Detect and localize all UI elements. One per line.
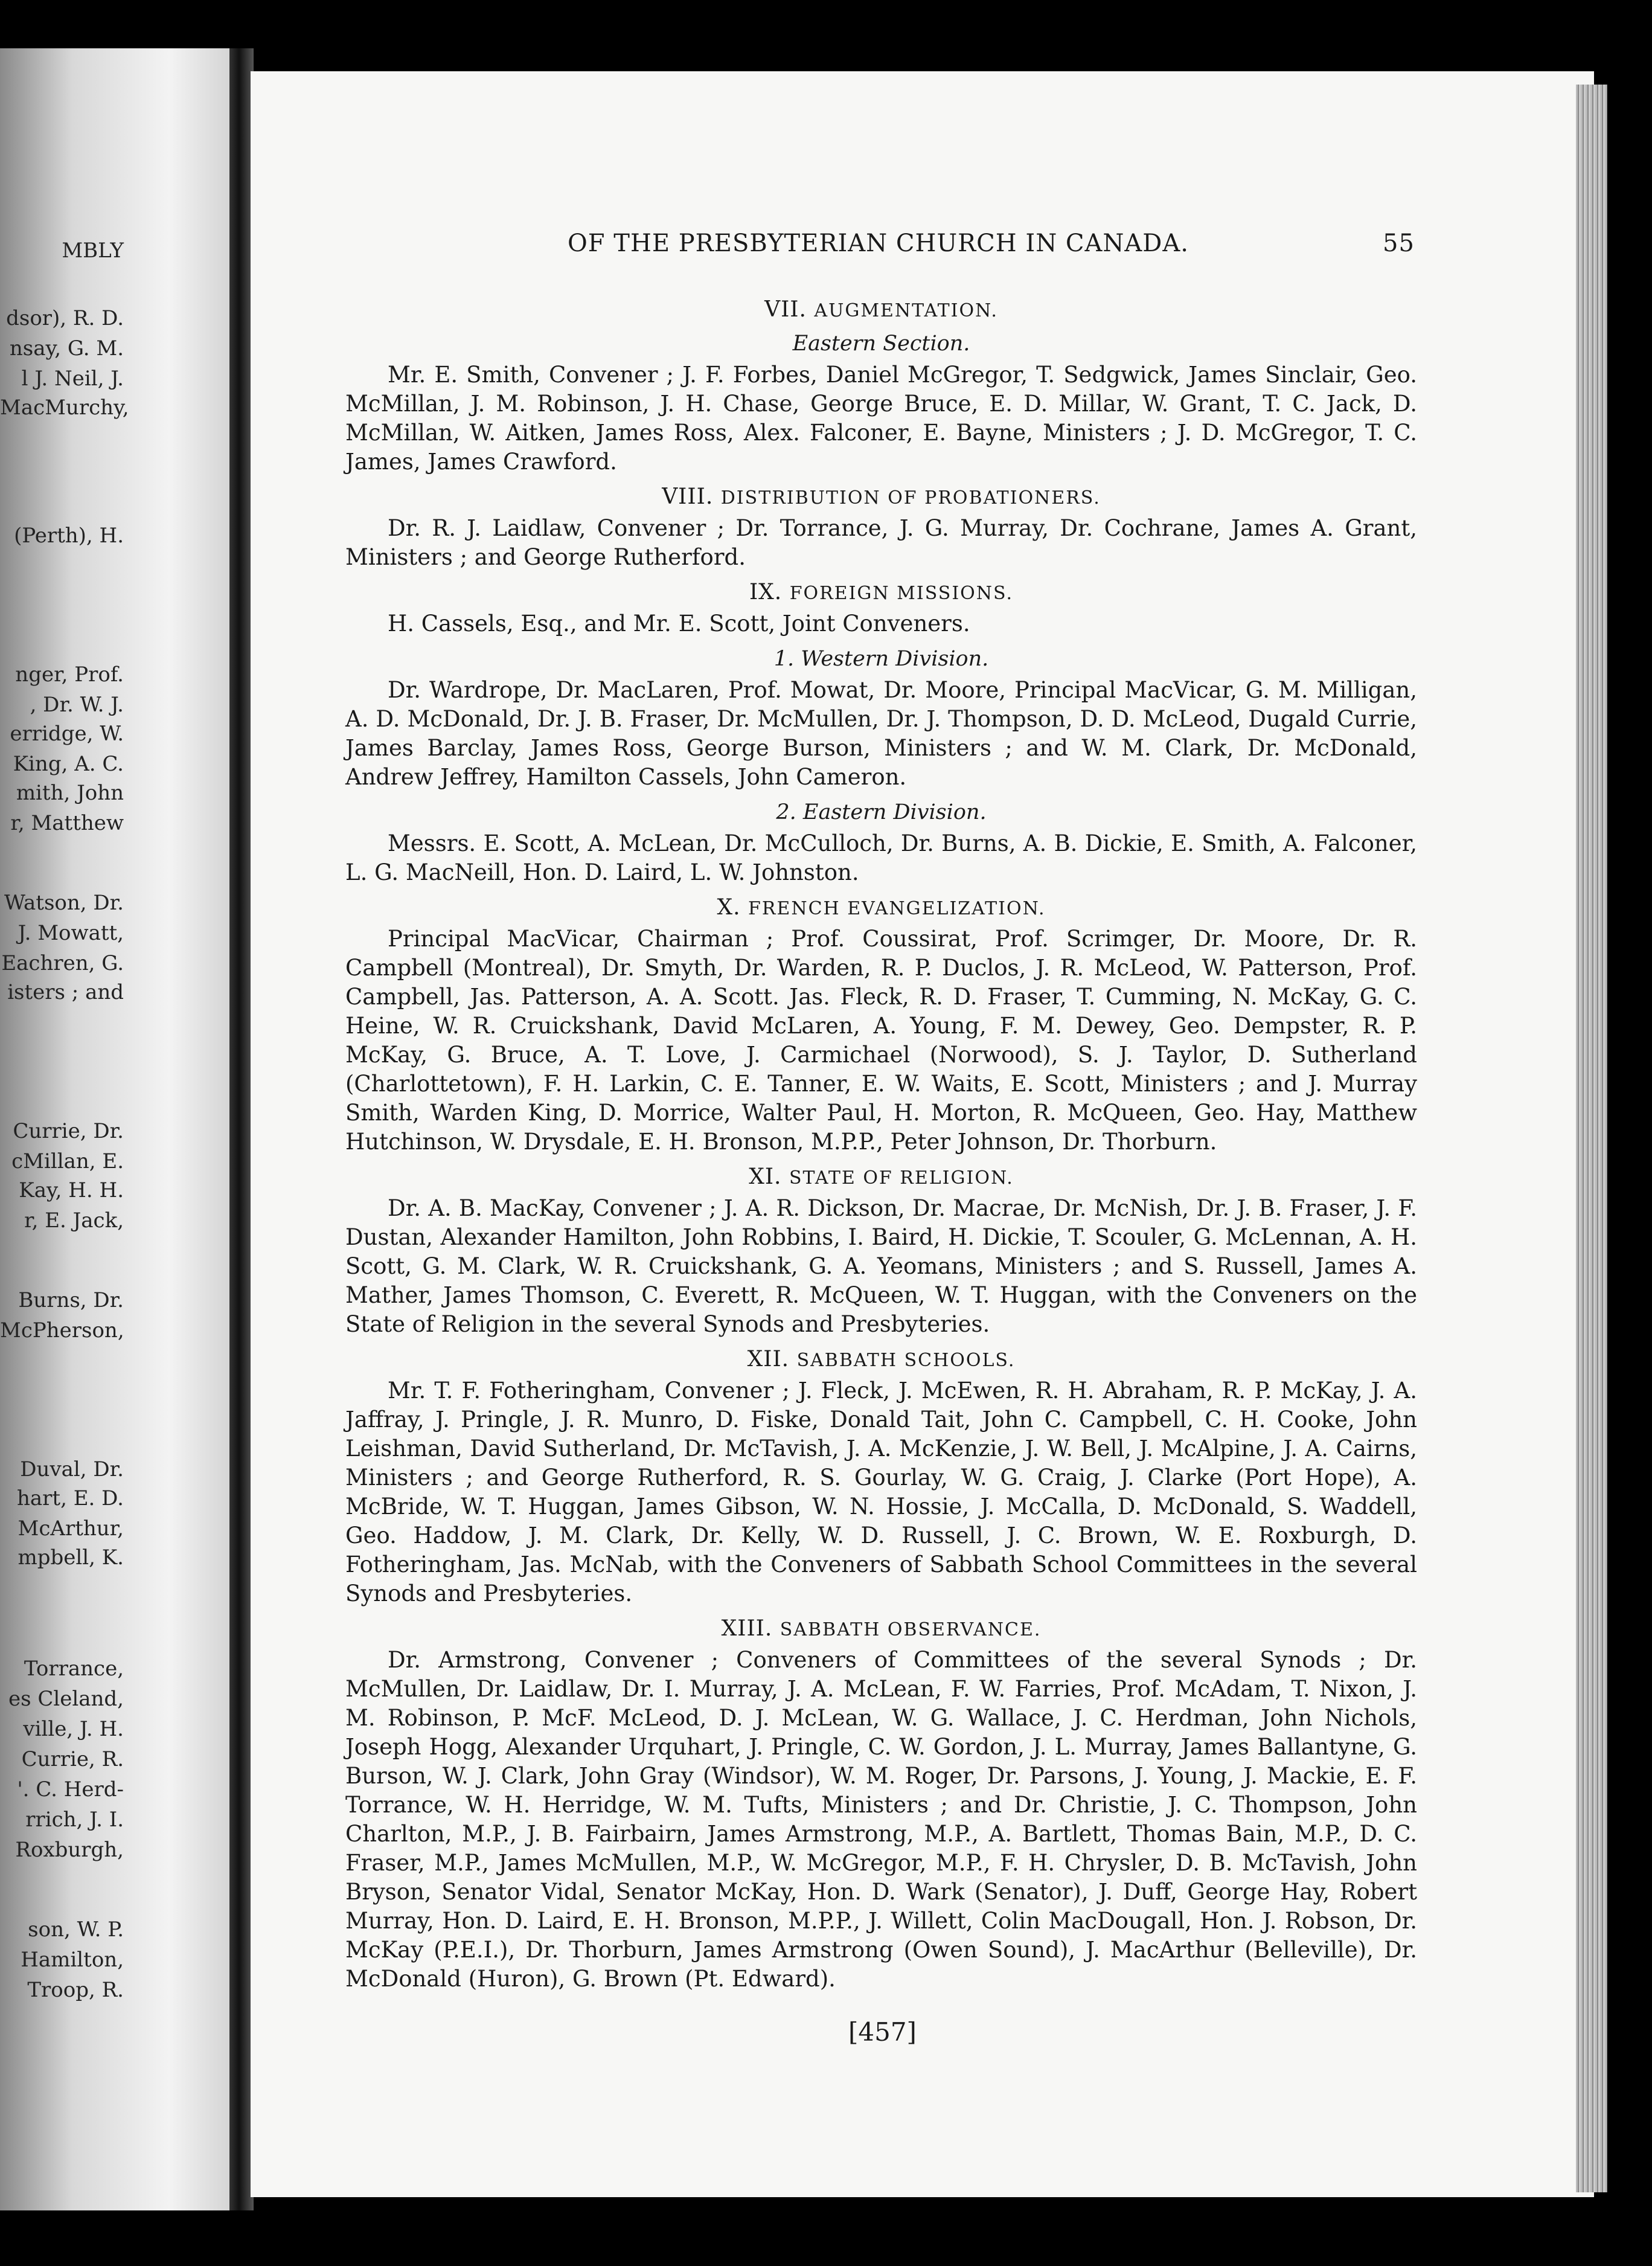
left-fragment: nsay, G. M. bbox=[9, 336, 124, 361]
left-fragment: ville, J. H. bbox=[23, 1717, 124, 1741]
left-fragment: , Dr. W. J. bbox=[30, 693, 124, 717]
left-fragment: MBLY bbox=[62, 239, 124, 263]
left-fragment: dsor), R. D. bbox=[6, 306, 124, 330]
left-fragment: MacMurchy, bbox=[0, 396, 129, 420]
section-heading bbox=[345, 893, 1417, 923]
section-number: IX. bbox=[749, 580, 790, 605]
section-heading bbox=[345, 483, 1417, 513]
section-heading bbox=[345, 1163, 1417, 1193]
left-fragment: Currie, Dr. bbox=[13, 1119, 124, 1143]
member-list: Mr. E. Smith, Convener ; J. F. Forbes, Daniel McGregor, T. Sedgwick, James Sinclair, Geo. McMillan, J. M. Robinson, J. H. Chase, George Bruce, E. D. Millar, W. Grant, T. C. Jack, D. McMillan, W. Aitken, James Ross, Alex. Falconer, E. Bayne, Ministers ; J. D. McGregor, T. C. James, James Crawford. bbox=[345, 362, 1417, 475]
section-title: STATE OF RELIGION. bbox=[789, 1167, 1014, 1189]
page-edges bbox=[1576, 85, 1607, 2192]
member-list: Principal MacVicar, Chairman ; Prof. Coussirat, Prof. Scrimger, Dr. Moore, Dr. R. Campbell (Montreal), Dr. Smyth, Dr. Warden, R. P. Duclos, J. R. McLeod, W. Patterson, Prof. Campbell, Jas. Patterson, A. A. Scott. Jas. Fleck, R. D. Fraser, T. Cumming, N. McKay, G. C. Heine, W. R. Cruickshank, David McLaren, A. Young, F. M. Dewey, Geo. Dempster, R. P. McKay, G. Bruce, A. T. Love, J. Carmichael (Norwood), S. J. Taylor, D. Sutherland (Charlottetown), F. H. Larkin, C. E. Tanner, E. W. Waits, E. Scott, Ministers ; and J. Murray Smith, Warden King, D. Morrice, Walter Paul, H. Morton, R. McQueen, Geo. Hay, Matthew Hutchinson, W. Drysdale, E. H. Bronson, M.P.P., Peter Johnson, Dr. Thorburn. bbox=[345, 926, 1417, 1155]
left-fragment: r, Matthew bbox=[10, 811, 124, 835]
section-heading bbox=[345, 295, 1417, 326]
section-number: XII. bbox=[747, 1347, 797, 1372]
left-fragment: erridge, W. bbox=[10, 722, 124, 746]
section-title: FRENCH EVANGELIZATION. bbox=[748, 898, 1046, 919]
section-title: FOREIGN MISSIONS. bbox=[789, 583, 1014, 604]
section-number: XIII. bbox=[721, 1616, 780, 1641]
member-list: Dr. R. J. Laidlaw, Convener ; Dr. Torrance, J. G. Murray, Dr. Cochrane, James A. Grant, Ministers ; and George Rutherford. bbox=[345, 515, 1417, 570]
left-fragment: Torrance, bbox=[24, 1657, 124, 1681]
left-fragment: mith, John bbox=[16, 781, 124, 805]
left-fragment: hart, E. D. bbox=[17, 1486, 124, 1510]
member-list: Dr. Wardrope, Dr. MacLaren, Prof. Mowat, Dr. Moore, Principal MacVicar, G. M. Milligan, A. D. McDonald, Dr. J. B. Fraser, Dr. McMullen, Dr. J. Thompson, D. D. McLeod, Dugald Currie, James Barclay, James Ross, George Burson, Ministers ; and W. M. Clark, Dr. McDonald, Andrew Jeffrey, Hamilton Cassels, John Cameron. bbox=[345, 677, 1417, 790]
left-fragment: (Perth), H. bbox=[14, 524, 124, 548]
left-fragment: King, A. C. bbox=[13, 752, 124, 776]
left-fragment: son, W. P. bbox=[28, 1918, 124, 1942]
left-fragment: '. C. Herd- bbox=[17, 1777, 124, 1802]
left-fragment: isters ; and bbox=[7, 980, 124, 1004]
committee-list bbox=[345, 293, 1417, 2000]
section-number: VII. bbox=[764, 297, 815, 322]
member-list: H. Cassels, Esq., and Mr. E. Scott, Joint Conveners. bbox=[388, 611, 970, 637]
left-fragment: McPherson, bbox=[0, 1318, 124, 1343]
left-fragment: es Cleland, bbox=[8, 1687, 124, 1711]
section-number: VIII. bbox=[662, 484, 721, 509]
running-title: OF THE PRESBYTERIAN CHURCH IN CANADA. bbox=[568, 229, 1189, 257]
left-fragment: cMillan, E. bbox=[11, 1149, 124, 1173]
subsection-heading: 1. Western Division. bbox=[773, 647, 989, 671]
folio-number: [457] bbox=[848, 2017, 917, 2047]
left-fragment: Hamilton, bbox=[21, 1948, 124, 1972]
left-fragment: Currie, R. bbox=[21, 1747, 124, 1771]
left-fragment: Burns, Dr. bbox=[18, 1288, 124, 1312]
page-number: 55 bbox=[1383, 229, 1415, 257]
section-heading bbox=[345, 1345, 1417, 1375]
member-list: Messrs. E. Scott, A. McLean, Dr. McCulloch, Dr. Burns, A. B. Dickie, E. Smith, A. Falconer, L. G. MacNeill, Hon. D. Laird, L. W. Johnston. bbox=[345, 830, 1417, 885]
left-fragment: Troop, R. bbox=[27, 1978, 124, 2002]
subsection-heading: 2. Eastern Division. bbox=[776, 800, 987, 824]
section-number: XI. bbox=[749, 1164, 789, 1189]
section-heading bbox=[345, 1614, 1417, 1645]
book-gutter bbox=[229, 48, 254, 2210]
subsection-heading: Eastern Section. bbox=[792, 332, 970, 356]
member-list: Dr. Armstrong, Convener ; Conveners of Committees of the several Synods ; Dr. McMullen, Dr. Laidlaw, Dr. I. Murray, J. A. McLean, F. W. Farries, Prof. McAdam, T. Nixon, J. M. Robinson, P. McF. McLeod, D. J. McLean, W. G. Wallace, J. C. Herdman, John Nichols, Joseph Hogg, Alexander Urquhart, J. Pringle, C. W. Gordon, J. L. Murray, James Ballantyne, G. Burson, W. J. Clark, John Gray (Windsor), W. M. Roger, Dr. Parsons, J. Young, J. Mackie, E. F. Torrance, W. H. Herridge, W. M. Tufts, Ministers ; and Dr. Christie, J. C. Thompson, John Charlton, M.P., J. B. Fairbairn, James Armstrong, M.P., A. Bartlett, Thomas Bain, M.P., D. C. Fraser, M.P., James McMullen, M.P., W. McGregor, M.P., F. H. Chrysler, D. B. McTavish, John Bryson, Senator Vidal, Senator McKay, Hon. D. Wark (Senator), J. Duff, George Hay, Robert Murray, Hon. D. Laird, E. H. Bronson, M.P.P., J. Willett, Colin MacDougall, Hon. J. Robson, Dr. McKay (P.E.I.), Dr. Thorburn, James Armstrong (Owen Sound), J. MacArthur (Belleville), Dr. McDonald (Huron), G. Brown (Pt. Edward). bbox=[345, 1647, 1417, 1992]
section-number: X. bbox=[717, 895, 749, 920]
left-fragment: nger, Prof. bbox=[15, 663, 124, 687]
left-fragment: mpbell, K. bbox=[18, 1545, 124, 1570]
member-list: Mr. T. F. Fotheringham, Convener ; J. Fleck, J. McEwen, R. H. Abraham, R. P. McKay, J. A. Jaffray, J. Pringle, J. R. Munro, D. Fiske, Donald Tait, John C. Campbell, C. H. Cooke, John Leishman, David Sutherland, Dr. McTavish, J. A. McKenzie, J. W. Bell, J. McAlpine, J. A. Cairns, Ministers ; and George Rutherford, R. S. Gourlay, W. G. Craig, J. Clarke (Port Hope), A. McBride, W. T. Huggan, James Gibson, W. N. Hossie, J. McCalla, D. McDonald, S. Waddell, Geo. Haddow, J. M. Clark, Dr. Kelly, W. D. Russell, J. C. Brown, W. E. Roxburgh, D. Fotheringham, Jas. McNab, with the Conveners of Sabbath School Committees in the several Synods and Presbyteries. bbox=[345, 1378, 1417, 1606]
member-list: Dr. A. B. MacKay, Convener ; J. A. R. Dickson, Dr. Macrae, Dr. McNish, Dr. J. B. Fraser, J. F. Dustan, Alexander Hamilton, John Robbins, I. Baird, H. Dickie, T. Scouler, G. McLennan, A. H. Scott, G. M. Clark, W. R. Cruickshank, G. A. Yeomans, Ministers ; and S. Russell, James A. Mather, James Thomson, C. Everett, R. McQueen, W. T. Huggan, with the Conveners on the State of Religion in the several Synods and Presbyteries. bbox=[345, 1195, 1417, 1337]
left-fragment: McArthur, bbox=[18, 1517, 124, 1541]
section-title: AUGMENTATION. bbox=[814, 300, 998, 321]
left-fragment: rrich, J. I. bbox=[25, 1808, 124, 1832]
left-fragment: l J. Neil, J. bbox=[21, 367, 124, 391]
left-fragment: J. Mowatt, bbox=[18, 921, 124, 945]
left-fragment: Watson, Dr. bbox=[4, 891, 124, 915]
section-title: SABBATH OBSERVANCE. bbox=[780, 1619, 1042, 1640]
left-fragment: Roxburgh, bbox=[15, 1838, 124, 1862]
left-fragment: r, E. Jack, bbox=[24, 1208, 124, 1233]
left-fragment: Duval, Dr. bbox=[20, 1457, 124, 1481]
section-heading bbox=[345, 578, 1417, 608]
left-fragment: Eachren, G. bbox=[1, 951, 124, 975]
left-fragment: Kay, H. H. bbox=[19, 1178, 124, 1202]
section-title: SABBATH SCHOOLS. bbox=[796, 1350, 1016, 1371]
section-title: DISTRIBUTION OF PROBATIONERS. bbox=[720, 487, 1101, 509]
